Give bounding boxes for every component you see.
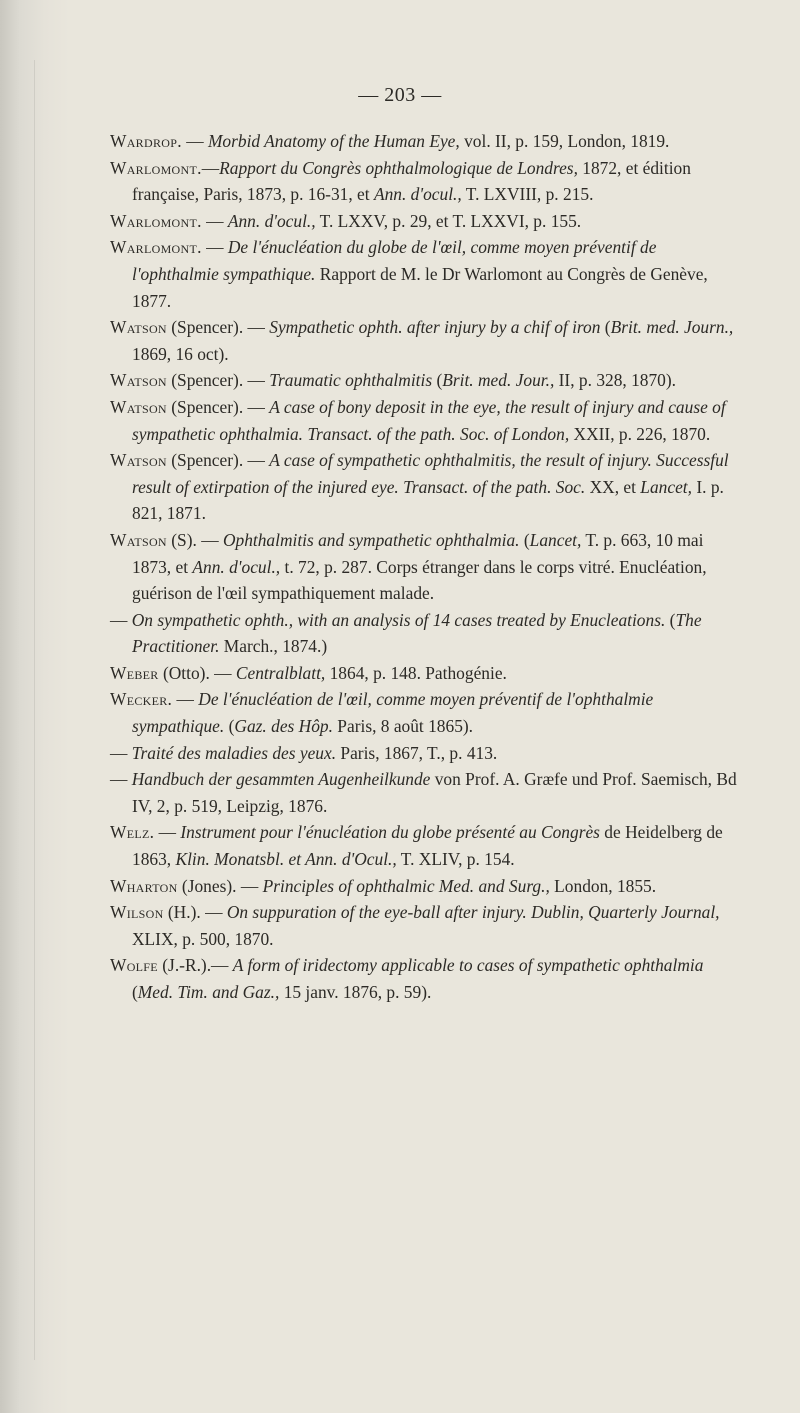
bibliography-entry bbox=[110, 367, 746, 394]
entry-text: 1864, p. 148. Pathogénie. bbox=[325, 662, 507, 683]
entry-text: — bbox=[201, 210, 228, 231]
bibliography-entry bbox=[110, 208, 746, 235]
bibliography-list bbox=[110, 128, 746, 1006]
entry-text: (Spencer). — bbox=[166, 370, 270, 391]
bibliography-entry bbox=[110, 766, 746, 819]
entry-title-text: Ann. d'ocul., bbox=[192, 556, 281, 577]
entry-text: ( bbox=[519, 529, 530, 550]
entry-title-text: Lancet, bbox=[529, 529, 582, 550]
entry-text: ( bbox=[600, 317, 611, 338]
entry-text: (Jones). — bbox=[177, 875, 263, 896]
entry-text: (S). — bbox=[166, 529, 223, 550]
entry-text: vol. II, p. 159, London, 1819. bbox=[459, 131, 670, 151]
entry-text: T. XLIV, p. 154. bbox=[396, 849, 515, 870]
entry-text: (Spencer). — bbox=[166, 450, 270, 471]
entry-title-text: On sympathetic ophth., with an analysis of 14 cases treated by Enucleations. bbox=[131, 609, 666, 630]
entry-text: II, p. 328, 1870). bbox=[554, 370, 677, 391]
entry-text: T. LXXV, p. 29, et T. LXXVI, p. 155. bbox=[315, 210, 582, 231]
entry-author: Warlomont. bbox=[110, 157, 202, 178]
entry-text: ( bbox=[224, 716, 235, 737]
entry-text: ( bbox=[665, 609, 676, 630]
bibliography-entry bbox=[110, 447, 746, 527]
entry-text: Paris, 8 août 1865). bbox=[332, 716, 474, 737]
entry-title-text: The Practitioner. bbox=[132, 609, 702, 657]
entry-text: XXII, p. 226, 1870. bbox=[569, 423, 711, 444]
entry-title-text: Instrument pour l'énucléation du globe présenté au Congrès bbox=[180, 822, 600, 843]
entry-text: (H.). — bbox=[163, 902, 227, 923]
entry-text: (J.-R.).— bbox=[157, 955, 233, 976]
entry-text: von Prof. A. Græfe und Prof. Saemisch, Bd IV, 2, p. 519, Leipzig, 1876. bbox=[132, 769, 737, 816]
entry-author: Weber bbox=[110, 662, 159, 683]
entry-title-text: A case of bony deposit in the eye, the result of injury and cause of sympathetic ophthalmia. Transact. of the path. Soc. of London, bbox=[132, 396, 726, 444]
bibliography-entry bbox=[110, 128, 746, 155]
entry-title-text: Morbid Anatomy of the Human Eye, bbox=[207, 131, 460, 151]
entry-author: Watson bbox=[110, 529, 167, 550]
entry-text: (Otto). — bbox=[158, 662, 236, 683]
entry-author: Watson bbox=[110, 450, 167, 471]
entry-text: T. LXVIII, p. 215. bbox=[461, 184, 594, 205]
bibliography-entry bbox=[110, 952, 746, 1005]
bibliography-entry bbox=[110, 234, 746, 314]
entry-title-text: A form of iridectomy applicable to cases of sympathetic ophthalmia bbox=[232, 955, 704, 976]
entry-text: (Spencer). — bbox=[166, 396, 270, 417]
bibliography-entry bbox=[110, 686, 746, 739]
bibliography-entry bbox=[110, 740, 746, 767]
entry-title-text: Sympathetic ophth. after injury by a chif of iron bbox=[269, 317, 601, 338]
entry-text: London, 1855. bbox=[549, 875, 657, 896]
entry-text: — bbox=[172, 689, 199, 710]
entry-title-text: Med. Tim. and Gaz., bbox=[137, 982, 280, 1002]
bibliography-entry bbox=[110, 873, 746, 900]
entry-title-text: Traité des maladies des yeux. bbox=[131, 742, 337, 763]
entry-author: Wecker. bbox=[110, 689, 173, 710]
entry-text: — bbox=[201, 237, 228, 258]
entry-text: (Spencer). — bbox=[166, 317, 270, 338]
entry-title-text: Handbuch der gesammten Augenheilkunde bbox=[131, 769, 431, 790]
entry-text: T. p. 663, 10 mai 1873, et bbox=[132, 529, 704, 577]
entry-author: Watson bbox=[110, 396, 167, 417]
entry-text: I. p. 821, 1871. bbox=[132, 476, 724, 524]
entry-title-text: Gaz. des Hôp. bbox=[234, 716, 333, 737]
entry-author: Watson bbox=[110, 370, 167, 391]
entry-title-text: Traumatic ophthalmitis bbox=[269, 370, 433, 391]
entry-title-text: A case of sympathetic ophthalmitis, the result of injury. Successful result of extirpation of the injured eye. Transact. of the path. Soc. bbox=[132, 450, 729, 497]
entry-title-text: Centralblatt, bbox=[235, 662, 326, 683]
entry-text: — bbox=[110, 742, 132, 763]
entry-text: ( bbox=[432, 370, 443, 391]
entry-text: — bbox=[110, 609, 132, 630]
entry-title-text: Ann. d'ocul., bbox=[373, 184, 462, 205]
entry-text: 1872, et édition française, Paris, 1873, p. 16-31, et bbox=[132, 157, 691, 205]
entry-title-text: De l'énucléation du globe de l'œil, comme moyen préventif de l'ophthalmie sympathique. bbox=[132, 237, 657, 284]
entry-text: 1869, 16 oct). bbox=[132, 343, 229, 364]
entry-text: XX, et bbox=[585, 476, 641, 497]
entry-title-text: On suppuration of the eye-ball after injury. Dublin, Quarterly Journal, bbox=[226, 902, 720, 923]
entry-text: 15 janv. 1876, p. 59). bbox=[279, 982, 432, 1002]
bibliography-entry bbox=[110, 314, 746, 367]
entry-author: Warlomont. bbox=[110, 237, 202, 258]
entry-author: Wilson bbox=[110, 902, 164, 923]
bibliography-entry bbox=[110, 899, 746, 952]
entry-text: Rapport de M. le Dr Warlomont au Congrès de Genève, 1877. bbox=[132, 263, 708, 311]
bibliography-entry bbox=[110, 660, 746, 687]
entry-title-text: Principles of ophthalmic Med. and Surg., bbox=[262, 875, 550, 896]
entry-title-text: Ann. d'ocul., bbox=[227, 210, 316, 231]
bibliography-entry bbox=[110, 155, 746, 208]
entry-text: — bbox=[154, 822, 181, 843]
bibliography-entry bbox=[110, 819, 746, 872]
entry-text: March., 1874.) bbox=[219, 636, 328, 657]
bibliography-entry bbox=[110, 394, 746, 447]
entry-title-text: Brit. med. Jour., bbox=[442, 370, 555, 391]
entry-text: ( bbox=[132, 982, 138, 1002]
bibliography-entry bbox=[110, 607, 746, 660]
entry-text: Paris, 1867, T., p. 413. bbox=[336, 742, 498, 763]
page-binding-edge bbox=[0, 0, 70, 1413]
entry-author: Welz. bbox=[110, 822, 155, 843]
bibliography-entry bbox=[110, 527, 746, 607]
entry-text: XLIX, p. 500, 1870. bbox=[132, 928, 274, 949]
entry-title-text: Lancet, bbox=[640, 476, 692, 497]
entry-title-text: Brit. med. Journ., bbox=[610, 317, 734, 338]
entry-title-text: Rapport du Congrès ophthalmologique de Londres, bbox=[219, 157, 578, 178]
gutter-line bbox=[34, 60, 35, 1360]
page-number: — 203 — bbox=[358, 84, 442, 106]
entry-text: — bbox=[181, 131, 208, 151]
entry-text: — bbox=[110, 769, 132, 790]
entry-author: Wharton bbox=[110, 875, 178, 896]
entry-text: t. 72, p. 287. Corps étranger dans le corps vitré. Enucléation, guérison de l'œil sympathiquement malade. bbox=[132, 556, 707, 604]
entry-text: de Heidelberg de 1863, bbox=[132, 822, 723, 870]
entry-title-text: Ophthalmitis and sympathetic ophthalmia. bbox=[222, 529, 520, 550]
entry-author: Wardrop. bbox=[110, 131, 182, 151]
entry-text: — bbox=[201, 157, 220, 178]
entry-author: Wolfe bbox=[110, 955, 158, 976]
entry-author: Watson bbox=[110, 317, 167, 338]
entry-title-text: Klin. Monatsbl. et Ann. d'Ocul., bbox=[175, 849, 397, 870]
entry-author: Warlomont. bbox=[110, 210, 202, 231]
entry-title-text: De l'énucléation de l'œil, comme moyen préventif de l'ophthalmie sympathique. bbox=[132, 689, 654, 737]
